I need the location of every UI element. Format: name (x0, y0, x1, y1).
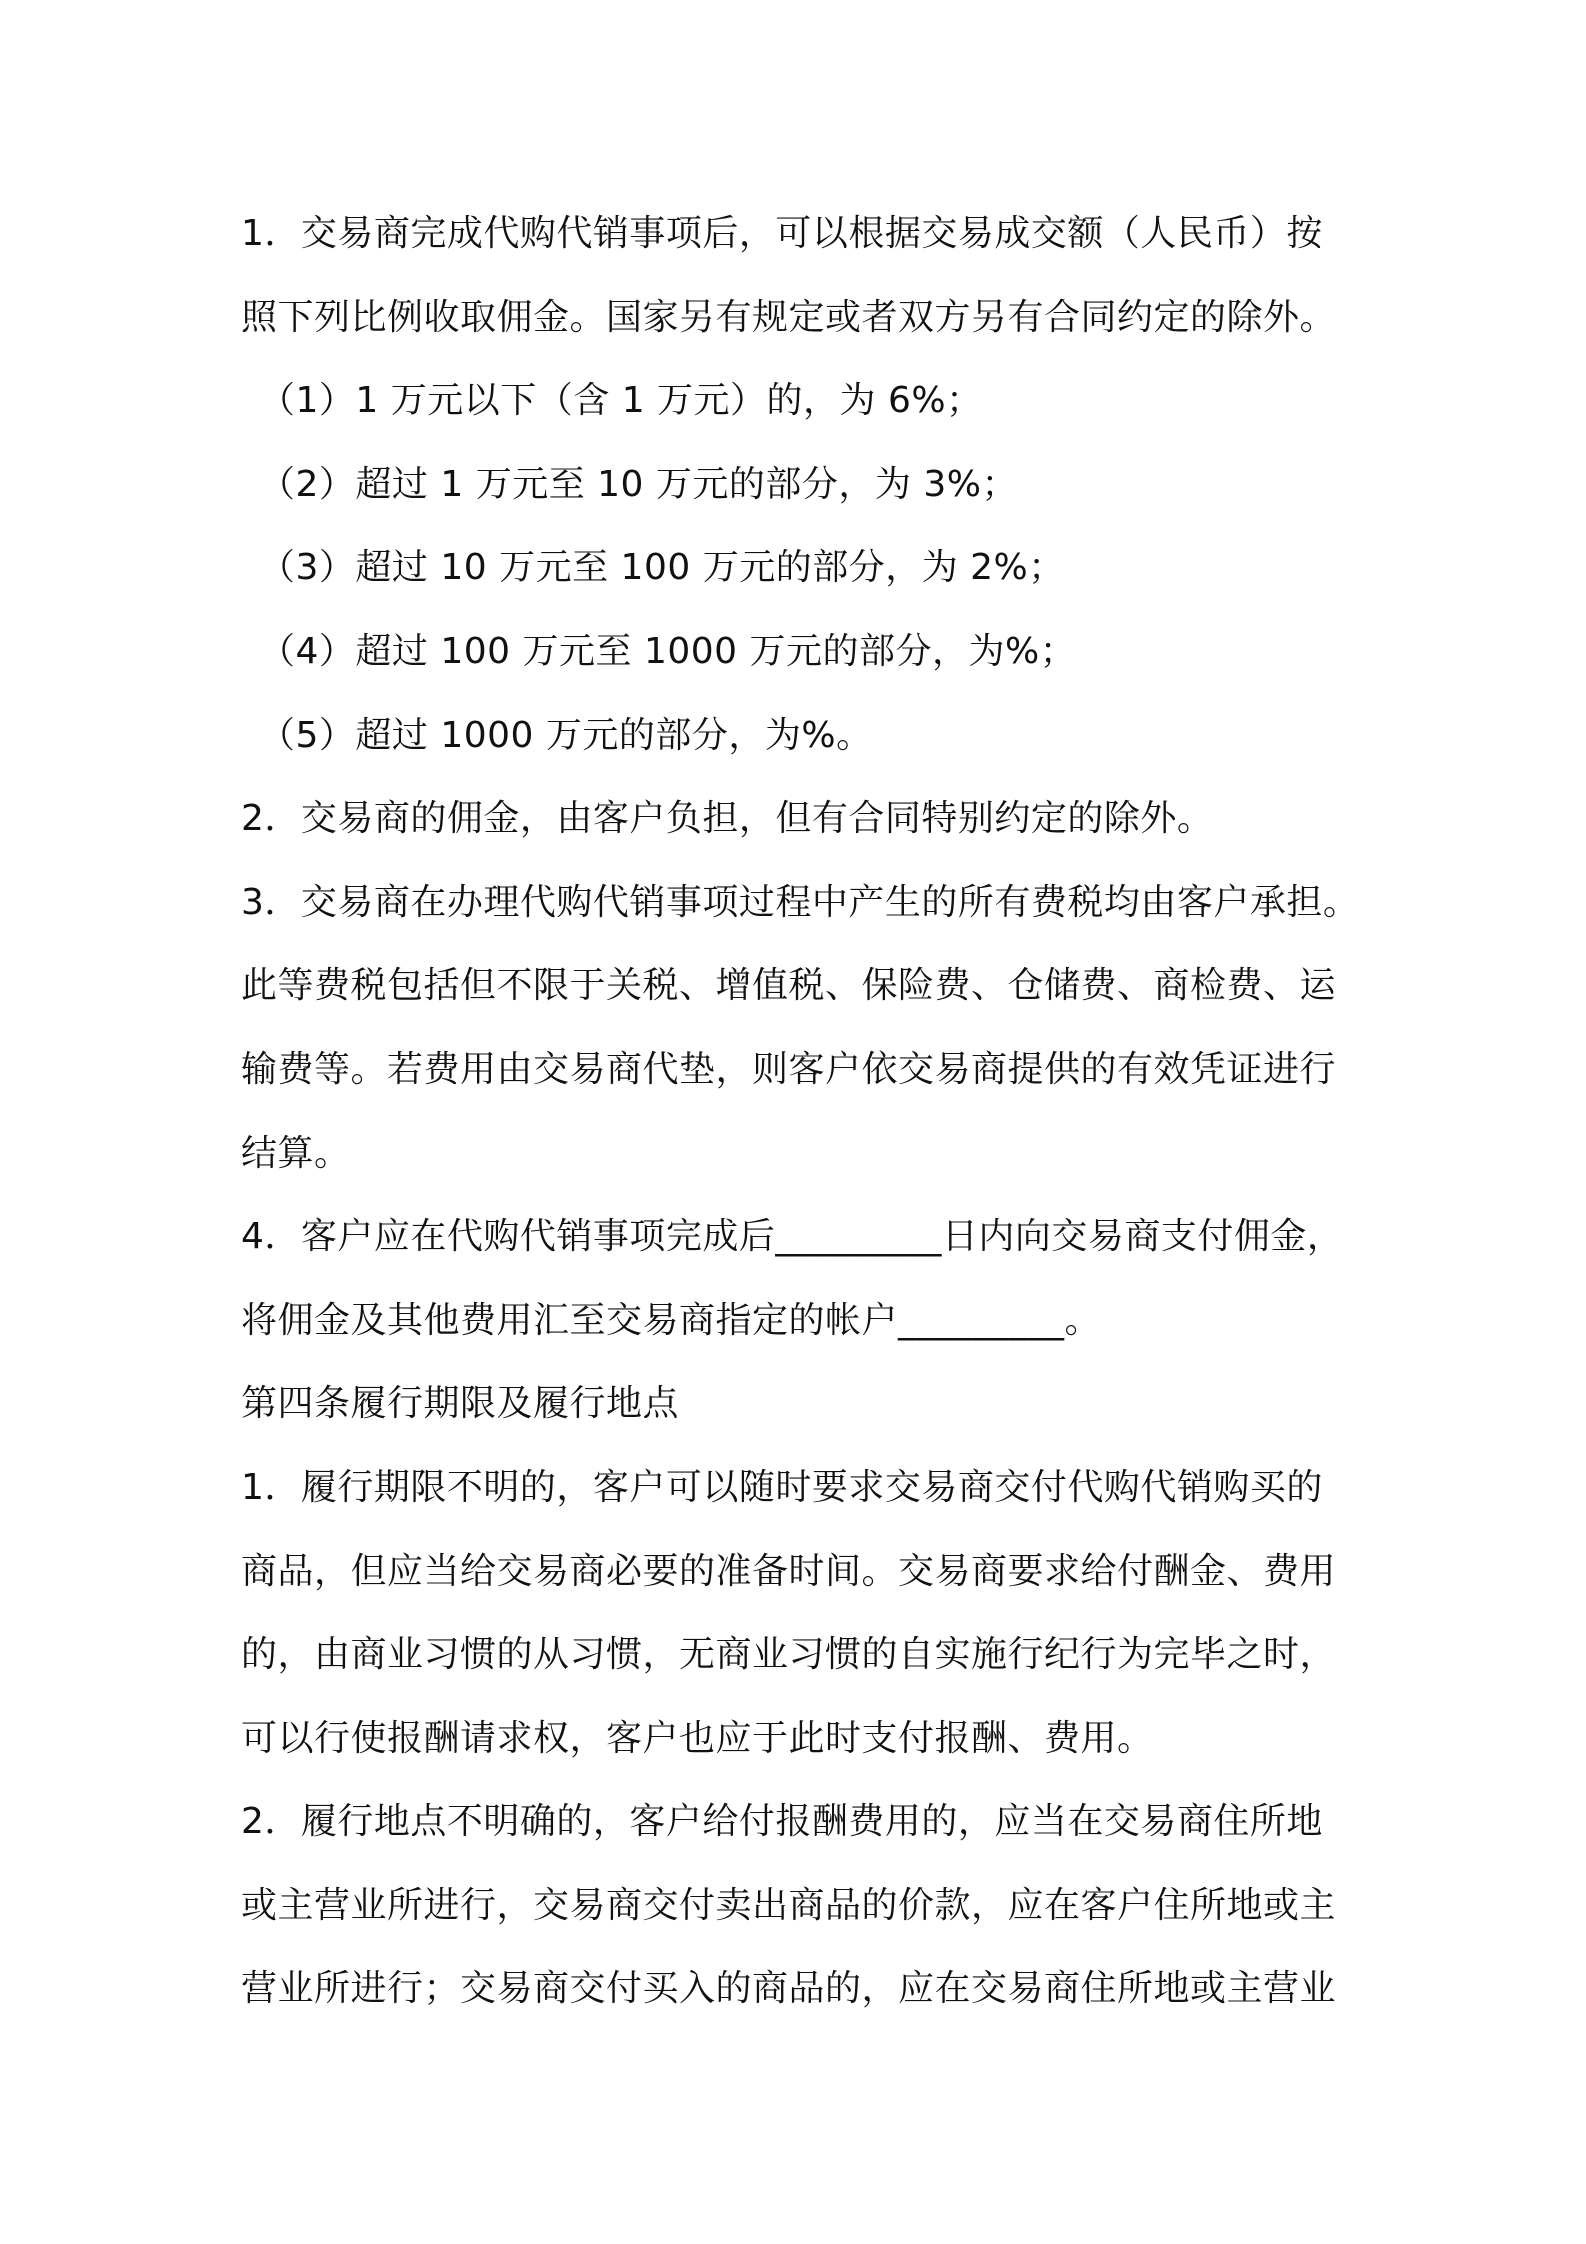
rate-item-1: （1）1 万元以下（含 1 万元）的，为 6%； (259, 380, 983, 422)
clause-3-line-3: 输费等。若费用由交易商代垫，则客户依交易商提供的有效凭证进行 (241, 1048, 1337, 1090)
clause-1-line-1: 1．交易商完成代购代销事项后，可以根据交易成交额（人民币）按 (241, 213, 1323, 254)
clause-3-line-1: 3．交易商在办理代购代销事项过程中产生的所有费税均由客户承担。 (241, 881, 1360, 923)
article-4-clause-2-line-3: 营业所进行；交易商交付买入的商品的，应在交易商住所地或主营业 (241, 1968, 1337, 2010)
rate-item-5: （5）超过 1000 万元的部分，为%。 (259, 714, 873, 756)
article-4-clause-2-line-1: 2．履行地点不明确的，客户给付报酬费用的，应当在交易商住所地 (241, 1801, 1323, 1843)
clause-3-line-4: 结算。 (241, 1132, 351, 1174)
article-4-clause-1-line-1: 1．履行期限不明的，客户可以随时要求交易商交付代购代销购买的 (241, 1466, 1323, 1508)
rate-item-2: （2）超过 1 万元至 10 万元的部分，为 3%； (259, 463, 1018, 505)
article-4-heading: 第四条履行期限及履行地点 (241, 1383, 680, 1425)
article-4-clause-1-line-3: 的，由商业习惯的从习惯，无商业习惯的自实施行纪行为完毕之时， (241, 1634, 1337, 1676)
article-4-clause-1-line-4: 可以行使报酬请求权，客户也应于此时支付报酬、费用。 (241, 1717, 1154, 1759)
article-4-clause-1-line-2: 商品，但应当给交易商必要的准备时间。交易商要求给付酬金、费用 (241, 1550, 1337, 1592)
clause-4-line-1: 4．客户应在代购代销事项完成后_________日内向交易商支付佣金， (241, 1216, 1344, 1258)
clause-4-line-2: 将佣金及其他费用汇至交易商指定的帐户_________。 (241, 1299, 1102, 1341)
clause-3-line-2: 此等费税包括但不限于关税、增值税、保险费、仓储费、商检费、运 (241, 965, 1337, 1007)
rate-item-3: （3）超过 10 万元至 100 万元的部分，为 2%； (259, 547, 1065, 589)
clause-1-line-2: 照下列比例收取佣金。国家另有规定或者双方另有合同约定的除外。 (241, 296, 1337, 338)
clause-2-line-1: 2．交易商的佣金，由客户负担，但有合同特别约定的除外。 (241, 798, 1214, 840)
article-4-clause-2-line-2: 或主营业所进行，交易商交付卖出商品的价款，应在客户住所地或主 (241, 1884, 1337, 1926)
rate-item-4: （4）超过 100 万元至 1000 万元的部分，为%； (259, 630, 1077, 672)
document-body (241, 192, 1371, 2031)
